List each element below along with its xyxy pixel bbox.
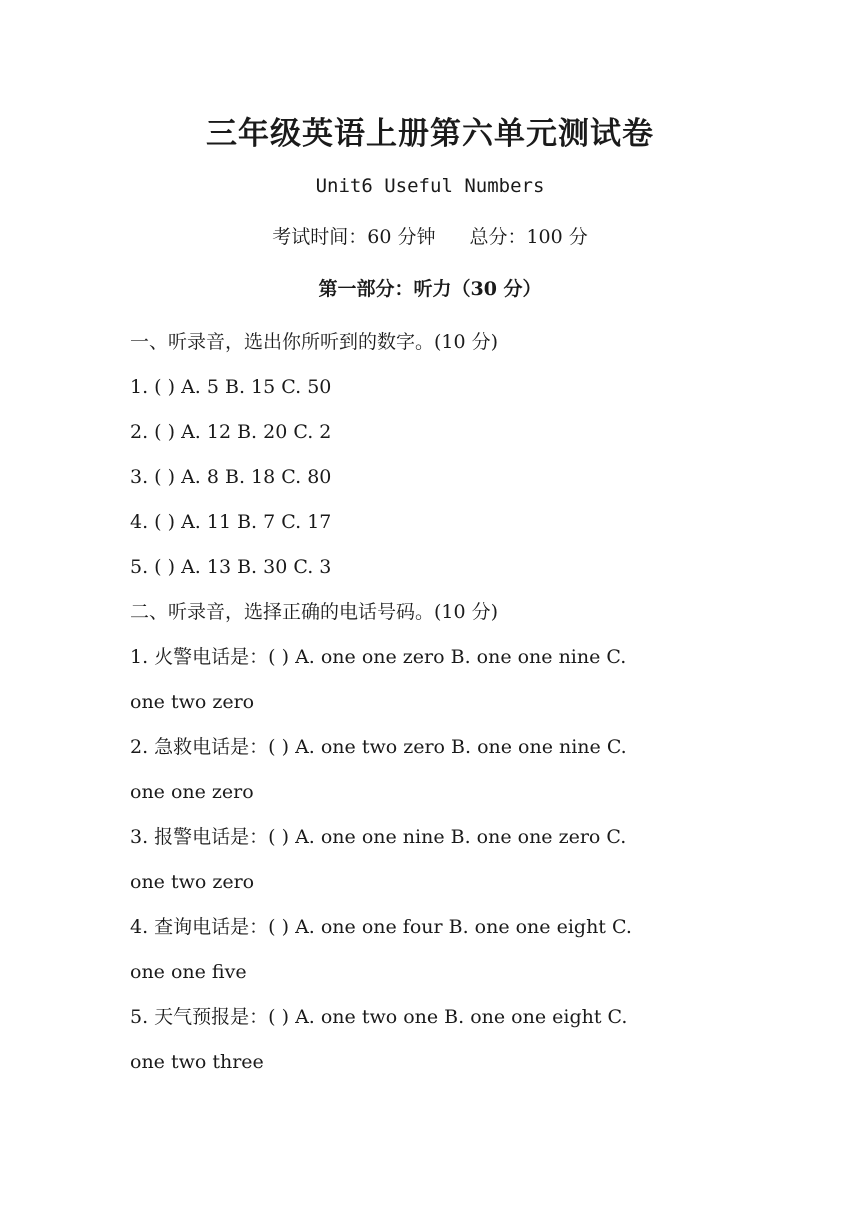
section2-question-line1: 1. 火警电话是：( ) A. one one zero B. one one nine C. bbox=[130, 646, 627, 668]
section2-question-line2: one two zero bbox=[130, 871, 255, 893]
page-title: 三年级英语上册第六单元测试卷 bbox=[206, 116, 654, 152]
exam-meta bbox=[0, 223, 860, 251]
section1-question: 2. ( ) A. 12 B. 20 C. 2 bbox=[130, 421, 332, 443]
section2-question-line1: 3. 报警电话是：( ) A. one one nine B. one one zero C. bbox=[130, 826, 627, 848]
exam-time: 考试时间：60 分钟 bbox=[272, 226, 436, 248]
section1-question: 5. ( ) A. 13 B. 30 C. 3 bbox=[130, 556, 332, 578]
section1-question: 4. ( ) A. 11 B. 7 C. 17 bbox=[130, 511, 332, 533]
section1-question: 3. ( ) A. 8 B. 18 C. 80 bbox=[130, 466, 332, 488]
section2-question-line1: 2. 急救电话是：( ) A. one two zero B. one one nine C. bbox=[130, 736, 627, 758]
section2-question-line2: one one five bbox=[130, 961, 247, 983]
section2-question-line2: one one zero bbox=[130, 781, 254, 803]
section2-question-line1: 5. 天气预报是：( ) A. one two one B. one one eight C. bbox=[130, 1006, 628, 1028]
total-score: 总分：100 分 bbox=[469, 226, 588, 248]
section2-heading: 二、听录音，选择正确的电话号码。(10 分) bbox=[130, 601, 499, 623]
section2-question-line2: one two three bbox=[130, 1051, 264, 1073]
section2-question-line2: one two zero bbox=[130, 691, 255, 713]
section2-question-line1: 4. 查询电话是：( ) A. one one four B. one one eight C. bbox=[130, 916, 632, 938]
page-subtitle: Unit6 Useful Numbers bbox=[315, 175, 545, 197]
question-body bbox=[130, 320, 730, 1085]
part1-title: 第一部分：听力（30 分） bbox=[318, 278, 542, 300]
section1-question: 1. ( ) A. 5 B. 15 C. 50 bbox=[130, 376, 332, 398]
section1-heading: 一、听录音，选出你所听到的数字。(10 分) bbox=[130, 331, 499, 353]
